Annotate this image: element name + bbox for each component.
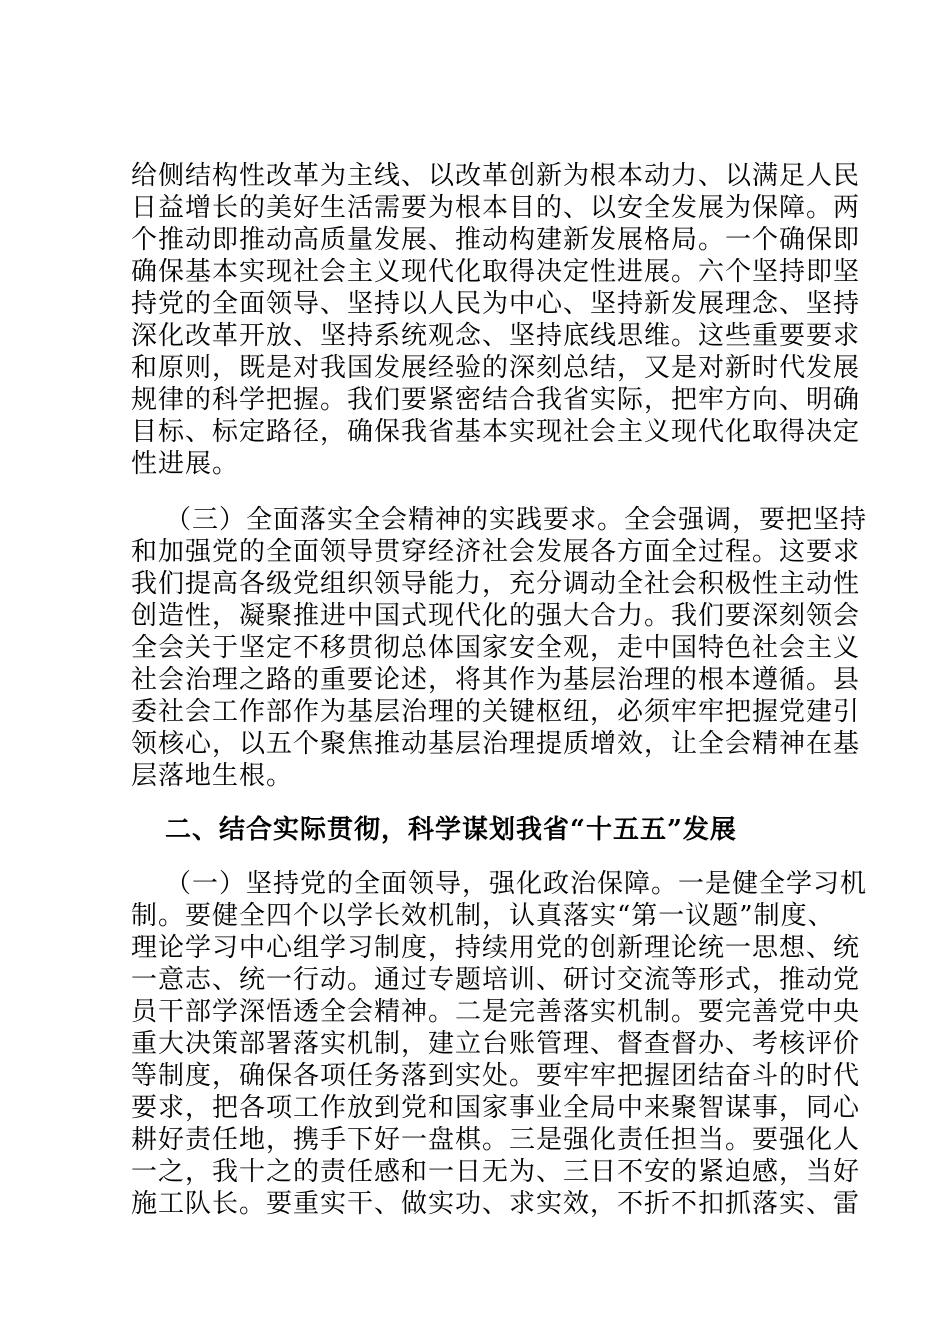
paragraph-2 xyxy=(131,504,868,792)
text-line: 重大决策部署落实机制，建立台账管理、督查督办、考核评价 xyxy=(131,1029,861,1059)
text-line: 全会关于坚定不移贯彻总体国家安全观，走中国特色社会主义 xyxy=(131,633,861,663)
text-line: 创造性，凝聚推进中国式现代化的强大合力。我们要深刻领会 xyxy=(131,601,861,631)
text-line: 深化改革开放、坚持系统观念、坚持底线思维。这些重要要求 xyxy=(131,321,861,351)
paragraph-1 xyxy=(131,160,861,480)
text-line: 和加强党的全面领导贯穿经济社会发展各方面全过程。这要求 xyxy=(131,537,861,567)
text-line: 等制度，确保各项任务落到实处。要牢牢把握团结奋斗的时代 xyxy=(131,1061,861,1091)
text-line: 我们提高各级党组织领导能力，充分调动全社会积极性主动性 xyxy=(131,569,861,599)
text-line: 层落地生根。 xyxy=(131,761,294,791)
text-line: （三）全面落实全会精神的实践要求。全会强调，要把坚持 xyxy=(165,505,868,535)
document-page xyxy=(131,160,868,1220)
text-line: 制。要健全四个以学长效机制，认真落实“第一议题”制度、 xyxy=(131,901,835,931)
text-line: 一意志、统一行动。通过专题培训、研讨交流等形式，推动党 xyxy=(131,965,861,995)
text-line: 社会治理之路的重要论述，将其作为基层治理的根本遵循。县 xyxy=(131,665,861,695)
text-line: 员干部学深悟透全会精神。二是完善落实机制。要完善党中央 xyxy=(131,997,861,1027)
text-line: （一）坚持党的全面领导，强化政治保障。一是健全学习机 xyxy=(165,869,868,899)
text-line: 施工队长。要重实干、做实功、求实效，不折不扣抓落实、雷 xyxy=(131,1189,861,1219)
text-line: 规律的科学把握。我们要紧密结合我省实际，把牢方向、明确 xyxy=(131,385,861,415)
text-line: 持党的全面领导、坚持以人民为中心、坚持新发展理念、坚持 xyxy=(131,289,861,319)
text-line: 理论学习中心组学习制度，持续用党的创新理论统一思想、统 xyxy=(131,933,861,963)
text-line: 一之，我十之的责任感和一日无为、三日不安的紧迫感，当好 xyxy=(131,1157,861,1187)
text-line: 委社会工作部作为基层治理的关键枢纽，必须牢牢把握党建引 xyxy=(131,697,861,727)
paragraph-spacer xyxy=(131,792,833,814)
text-line: 个推动即推动高质量发展、推动构建新发展格局。一个确保即 xyxy=(131,225,861,255)
text-line: 领核心，以五个聚焦推动基层治理提质增效，让全会精神在基 xyxy=(131,729,861,759)
section-heading: 二、结合实际贯彻，科学谋划我省“十五五”发展 xyxy=(165,815,737,845)
text-line: 耕好责任地，携手下好一盘棋。三是强化责任担当。要强化人 xyxy=(131,1125,861,1155)
paragraph-3 xyxy=(131,868,868,1220)
paragraph-spacer xyxy=(131,846,833,868)
text-line: 给侧结构性改革为主线、以改革创新为根本动力、以满足人民 xyxy=(131,161,861,191)
text-line: 要求，把各项工作放到党和国家事业全局中来聚智谋事，同心 xyxy=(131,1093,861,1123)
text-line: 和原则，既是对我国发展经验的深刻总结，又是对新时代发展 xyxy=(131,353,861,383)
text-line: 日益增长的美好生活需要为根本目的、以安全发展为保障。两 xyxy=(131,193,861,223)
text-line: 目标、标定路径，确保我省基本实现社会主义现代化取得决定 xyxy=(131,417,861,447)
text-line: 确保基本实现社会主义现代化取得决定性进展。六个坚持即坚 xyxy=(131,257,861,287)
paragraph-spacer xyxy=(131,480,833,504)
text-line: 性进展。 xyxy=(131,449,240,479)
